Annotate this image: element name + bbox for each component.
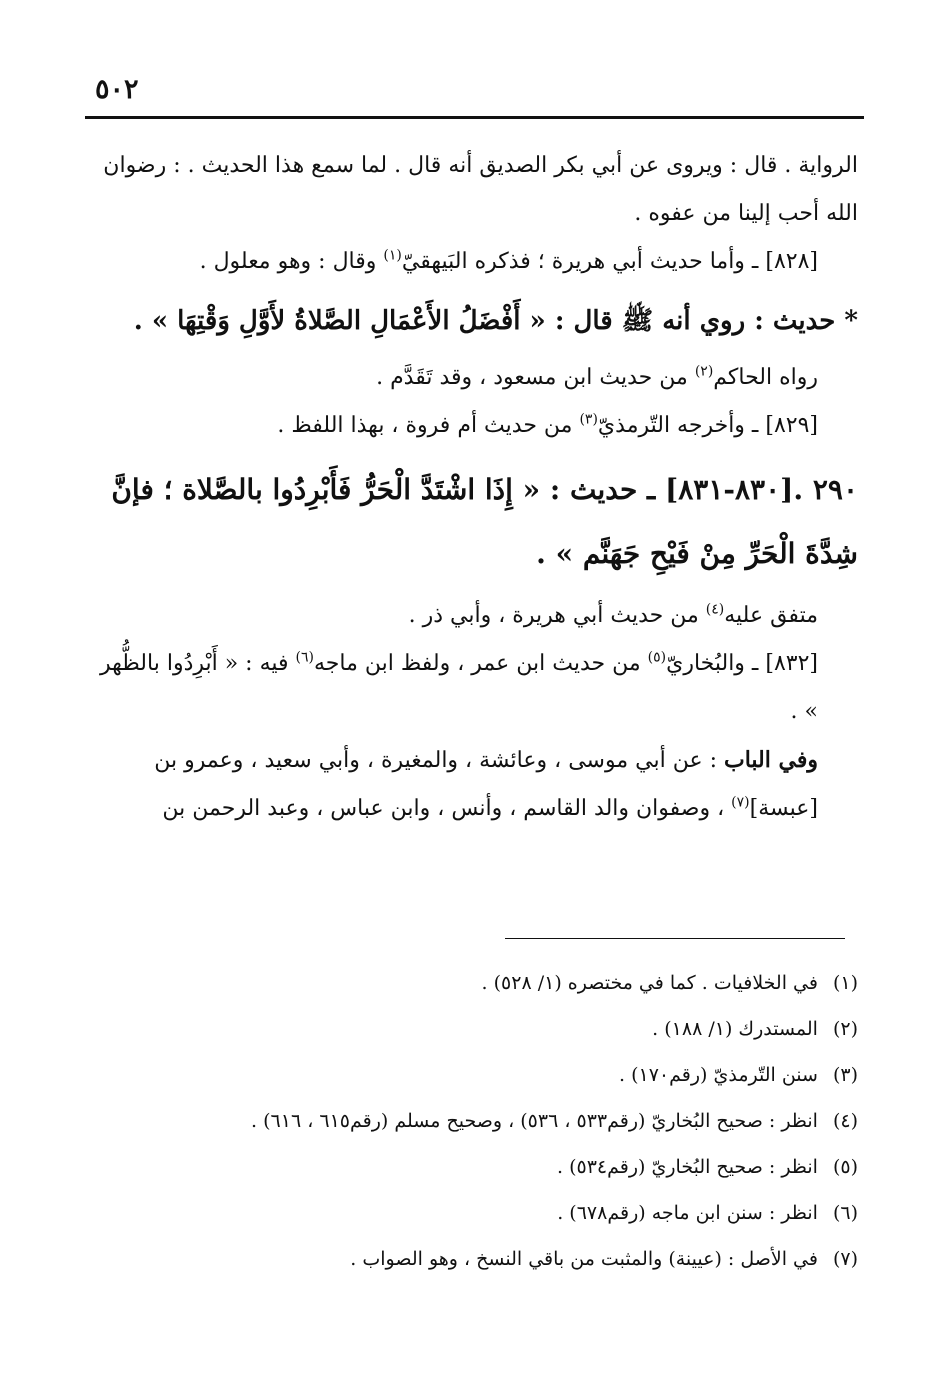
footnote-number: (٦) <box>832 1202 858 1224</box>
paragraph-3 <box>88 354 858 402</box>
footnote-4 <box>100 1098 858 1144</box>
footnote-6 <box>100 1190 858 1236</box>
paragraph-4 <box>88 402 858 450</box>
paragraph-text: من حديث أم فروة ، بهذا اللفظ . <box>277 413 580 438</box>
footnote-ref-2: (٢) <box>694 363 714 380</box>
footnote-ref-1: (١) <box>383 247 402 264</box>
footnote-number: (٧) <box>832 1248 858 1270</box>
paragraph-text: من حديث ابن عمر ، ولفظ ابن ماجه <box>314 651 648 676</box>
paragraph-text: [٨٢٩] ـ وأخرجه التّرمذيّ <box>597 413 818 438</box>
paragraph-text: ، وصفوان والد القاسم ، وأنس ، وابن عباس ، وعبد الرحمن بن <box>162 796 732 821</box>
footnote-number: (٥) <box>832 1156 858 1178</box>
footnote-text: المستدرك (١/ ١٨٨) . <box>652 1018 818 1040</box>
footnote-ref-6: (٦) <box>295 649 315 666</box>
footnote-ref-7: (٧) <box>731 794 750 811</box>
hadith-heading-1: * حديث : روي أنه ﷺ قال : « أَفْضَلُ الأَعْمَالِ الصَّلاةُ لأَوَّلِ وَقْتِهَا » . <box>133 306 858 336</box>
paragraph-text: رواه الحاكم <box>713 365 818 390</box>
paragraph-text: : عن أبي موسى ، وعائشة ، والمغيرة ، وأبي سعيد ، وعمرو بن [عبسة] <box>154 748 818 821</box>
footnote-3 <box>100 1052 858 1098</box>
footnote-text: في الأصل : (عيينة) والمثبت من باقي النسخ ، وهو الصواب . <box>350 1248 818 1270</box>
paragraph-text: [٨٢٨] ـ وأما حديث أبي هريرة ؛ فذكره البَيهقيّ <box>401 249 818 274</box>
paragraph-text: متفق عليه <box>724 603 818 628</box>
footnotes <box>100 960 858 1282</box>
footnote-rule <box>505 938 845 939</box>
paragraph-text: [٨٣٢] ـ والبُخاريّ <box>666 651 818 676</box>
main-text <box>88 142 858 833</box>
page-number: ٥٠٢ <box>95 74 139 105</box>
footnote-text: انظر : سنن ابن ماجه (رقم٦٧٨) . <box>557 1202 818 1224</box>
footnote-1 <box>100 960 858 1006</box>
paragraph-text: من حديث ابن مسعود ، وقد تَقَدَّم . <box>376 365 695 390</box>
footnote-text: سنن التّرمذيّ (رقم١٧٠) . <box>619 1064 818 1086</box>
footnote-ref-5: (٥) <box>647 649 667 666</box>
footnote-text: انظر : صحيح البُخاريّ (رقم٥٣٣ ، ٥٣٦) ، وصحيح مسلم (رقم٦١٥ ، ٦١٦) . <box>251 1110 818 1132</box>
footnote-5 <box>100 1144 858 1190</box>
footnote-7 <box>100 1236 858 1282</box>
paragraph-text: فيه : « أَبْرِدُوا بالظُّهر » . <box>99 651 818 724</box>
footnote-number: (٣) <box>832 1064 858 1086</box>
paragraph-5 <box>88 592 858 640</box>
header-rule <box>85 116 864 119</box>
footnote-number: (٢) <box>832 1018 858 1040</box>
footnote-text: في الخلافيات . كما في مختصره (١/ ٥٢٨) . <box>481 972 818 994</box>
lead-phrase: وفي الباب <box>723 747 818 773</box>
paragraph-6 <box>88 640 858 736</box>
paragraph-1: الرواية . قال : ويروى عن أبي بكر الصديق أنه قال . لما سمع هذا الحديث . : رضوان الله أحب إلينا من عفوه . <box>103 153 858 226</box>
paragraph-text: وقال : وهو معلول . <box>199 249 384 274</box>
footnote-2 <box>100 1006 858 1052</box>
footnote-text: انظر : صحيح البُخاريّ (رقم٥٣٤) . <box>557 1156 818 1178</box>
hadith-heading-2: ٢٩٠ .[٨٣٠-٨٣١] ـ حديث : « إِذَا اشْتَدَّ الْحَرُّ فَأَبْرِدُوا بالصَّلاة ؛ فإنَّ شِدَّةَ الْحَرِّ مِنْ فَيْحِ جَهَنَّم » . <box>111 473 858 570</box>
footnote-number: (١) <box>832 972 858 994</box>
footnote-ref-3: (٣) <box>579 411 598 428</box>
paragraph-7 <box>88 736 858 833</box>
footnote-ref-4: (٤) <box>705 601 725 618</box>
paragraph-2 <box>88 238 858 286</box>
footnote-number: (٤) <box>832 1110 858 1132</box>
paragraph-text: من حديث أبي هريرة ، وأبي ذر . <box>408 603 706 628</box>
